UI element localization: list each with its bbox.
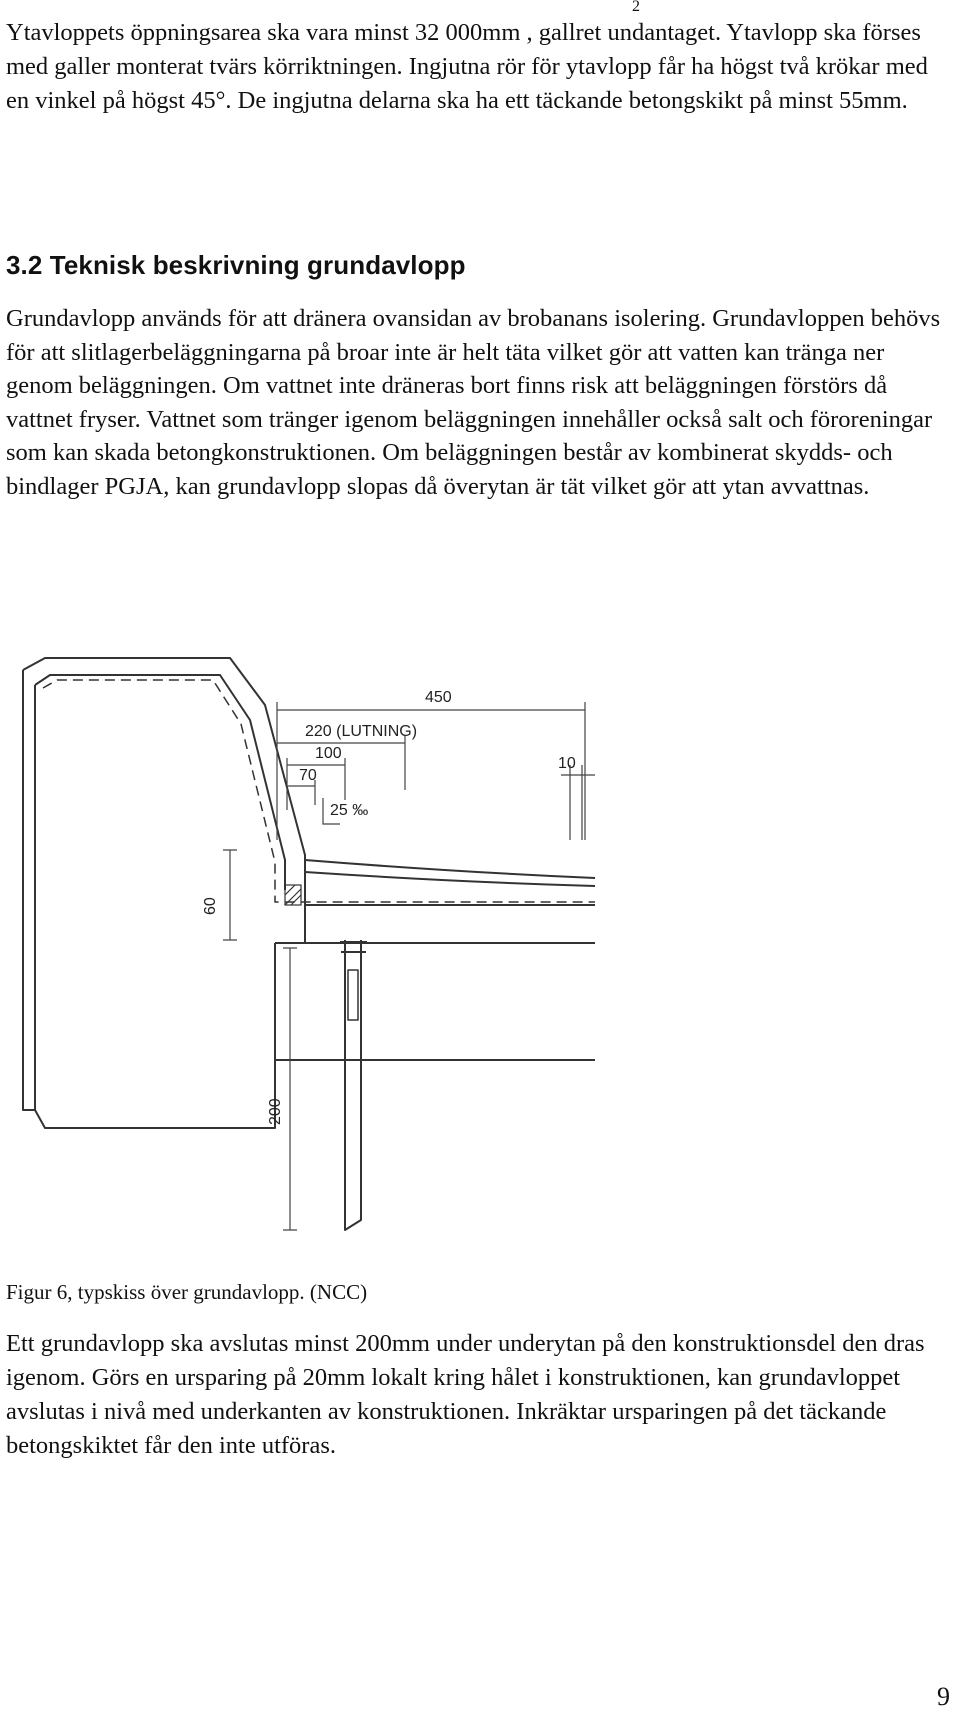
paragraph-surface-drain: Ytavloppets öppningsarea ska vara minst 32 000mm , gallret undantaget. Ytavlopp ska förses med galler monterat tvärs körriktningen. Ingjutna rör för ytavlopp får ha högst två krökar med en vinkel på högst 45°. De ingjutna delarna ska ha ett täckande betongskikt på minst 55mm. bbox=[6, 19, 928, 114]
dim-450: 450 bbox=[425, 689, 452, 706]
paragraph-drain-termination: Ett grundavlopp ska avslutas minst 200mm under underytan på den konstruktionsdel den dras igenom. Görs en ursparing på 20mm lokalt kring hålet i konstruktionen, kan grundavloppet avslutas i nivå med underkanten av konstruktionen. Inkräktar ursparingen på det täckande betongskiktet får den inte utföras. bbox=[6, 1330, 925, 1459]
sketch-drawing bbox=[5, 640, 650, 1255]
dim-100: 100 bbox=[315, 745, 342, 762]
paragraph-ground-drain-description: Grundavlopp används för att dränera ovansidan av brobanans isolering. Grundavloppen behövs för att slitlagerbeläggningarna på broar inte är helt täta vilket gör att vatten kan tränga ner genom beläggningen. Om vattnet inte dräneras bort finns risk att beläggningen förstörs då vattnet fryser. Vattnet som tränger igenom beläggningen innehåller också salt och föroreningar som kan skada betongkonstruktionen. Om beläggningen består av kombinerat skydds- och bindlager PGJA, kan grundavlopp slopas då överytan är tät vilket gör att ytan avvattnas. bbox=[6, 305, 941, 500]
ground-drain-sketch bbox=[5, 640, 650, 1255]
figure-caption: Figur 6, typskiss över grundavlopp. (NCC) bbox=[6, 1280, 368, 1304]
dim-200: 200 bbox=[267, 1098, 284, 1125]
edge-beam-inner-outline bbox=[35, 675, 285, 890]
dim-slope: 25 ‰ bbox=[330, 802, 369, 819]
dim-220: 220 (LUTNING) bbox=[305, 723, 418, 740]
dim-70: 70 bbox=[299, 767, 317, 784]
superscript-2: 2 bbox=[632, 0, 640, 15]
edge-beam-side bbox=[35, 685, 275, 1128]
page-number: 9 bbox=[937, 1682, 950, 1711]
section-heading: 3.2 Teknisk beskrivning grundavlopp bbox=[6, 250, 466, 280]
dim-60: 60 bbox=[202, 897, 219, 915]
reinforcement-line bbox=[43, 680, 595, 902]
dim-10: 10 bbox=[558, 755, 576, 772]
